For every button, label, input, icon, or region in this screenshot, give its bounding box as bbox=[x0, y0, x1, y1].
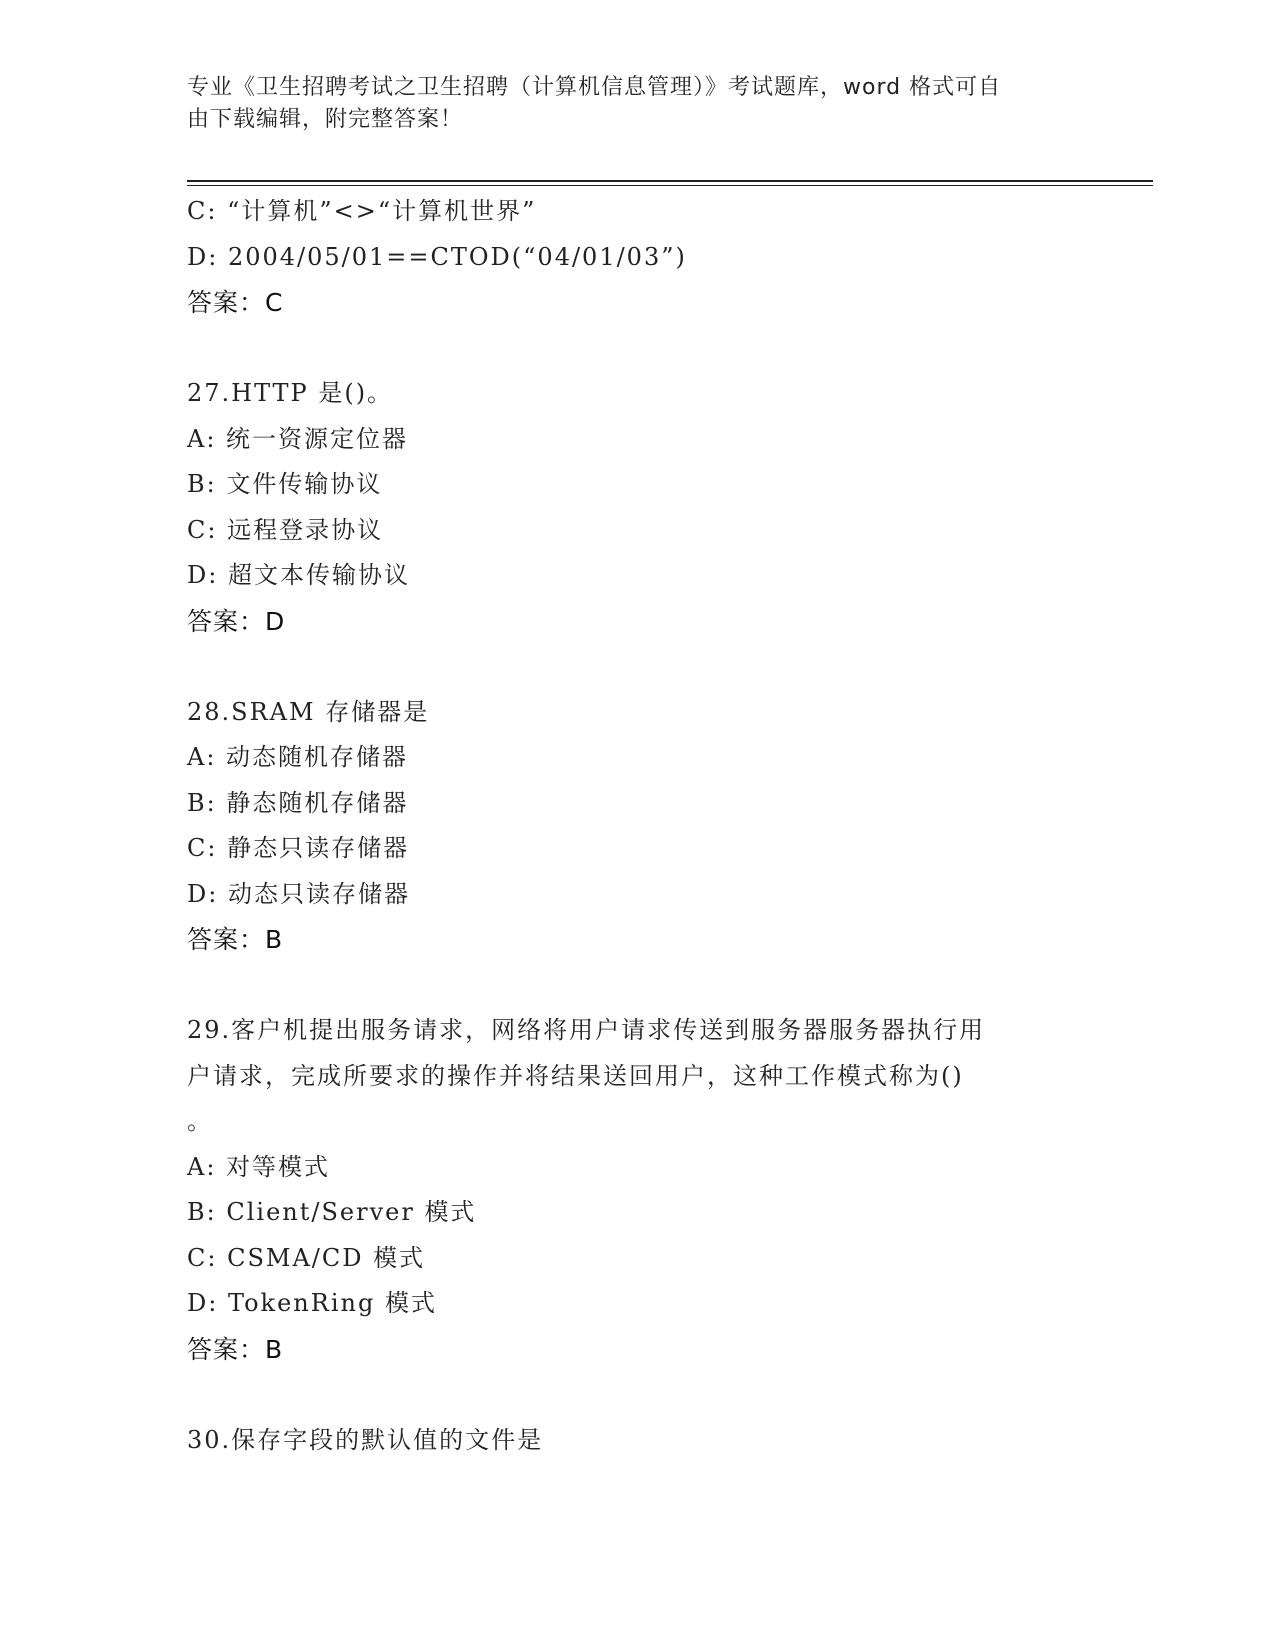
option-c: C: 静态只读存储器 bbox=[187, 834, 410, 862]
question-list bbox=[187, 189, 1087, 1463]
question-stem-line-2: 户请求，完成所要求的操作并将结果送回用户，这种工作模式称为() bbox=[187, 1061, 964, 1090]
header-divider-thin bbox=[187, 185, 1153, 186]
spacer bbox=[187, 963, 1087, 1009]
option-b: B: 文件传输协议 bbox=[187, 470, 383, 498]
header-line-2: 由下载编辑，附完整答案！ bbox=[187, 107, 464, 132]
document-header bbox=[187, 72, 1087, 136]
question-29 bbox=[187, 1008, 1087, 1372]
option-a: A: 对等模式 bbox=[187, 1152, 331, 1181]
spacer bbox=[187, 644, 1087, 690]
question-stem: 30.保存字段的默认值的文件是 bbox=[187, 1425, 544, 1454]
option-c: C: “计算机”<>“计算机世界” bbox=[187, 197, 537, 225]
header-divider-thick bbox=[187, 180, 1153, 182]
option-a: A: 统一资源定位器 bbox=[187, 424, 409, 453]
question-30 bbox=[187, 1418, 1087, 1464]
answer: 答案：C bbox=[187, 288, 284, 317]
spacer bbox=[187, 1372, 1087, 1418]
option-d: D: 动态只读存储器 bbox=[187, 879, 410, 908]
question-28 bbox=[187, 690, 1087, 963]
question-stem: 28.SRAM 存储器是 bbox=[187, 697, 430, 726]
option-c: C: CSMA/CD 模式 bbox=[187, 1243, 426, 1272]
spacer bbox=[187, 326, 1087, 372]
option-d: D: 2004/05/01==CTOD(“04/01/03”) bbox=[187, 242, 687, 271]
option-c: C: 远程登录协议 bbox=[187, 515, 384, 544]
option-a: A: 动态随机存储器 bbox=[187, 743, 409, 771]
question-stem: 27.HTTP 是()。 bbox=[187, 379, 394, 407]
answer: 答案：D bbox=[187, 606, 286, 636]
answer: 答案：B bbox=[187, 925, 284, 954]
option-b: B: 静态随机存储器 bbox=[187, 788, 409, 817]
question-27 bbox=[187, 371, 1087, 644]
option-d: D: TokenRing 模式 bbox=[187, 1289, 437, 1317]
header-line-1: 专业《卫生招聘考试之卫生招聘（计算机信息管理）》考试题库，word 格式可自 bbox=[187, 75, 1002, 100]
question-26-continued bbox=[187, 189, 1087, 326]
option-b: B: Client/Server 模式 bbox=[187, 1198, 477, 1226]
question-stem-line-3: 。 bbox=[187, 1107, 213, 1135]
answer: 答案：B bbox=[187, 1334, 284, 1364]
option-d: D: 超文本传输协议 bbox=[187, 561, 410, 589]
question-stem-line-1: 29.客户机提出服务请求，网络将用户请求传送到服务器服务器执行用 bbox=[187, 1016, 986, 1044]
